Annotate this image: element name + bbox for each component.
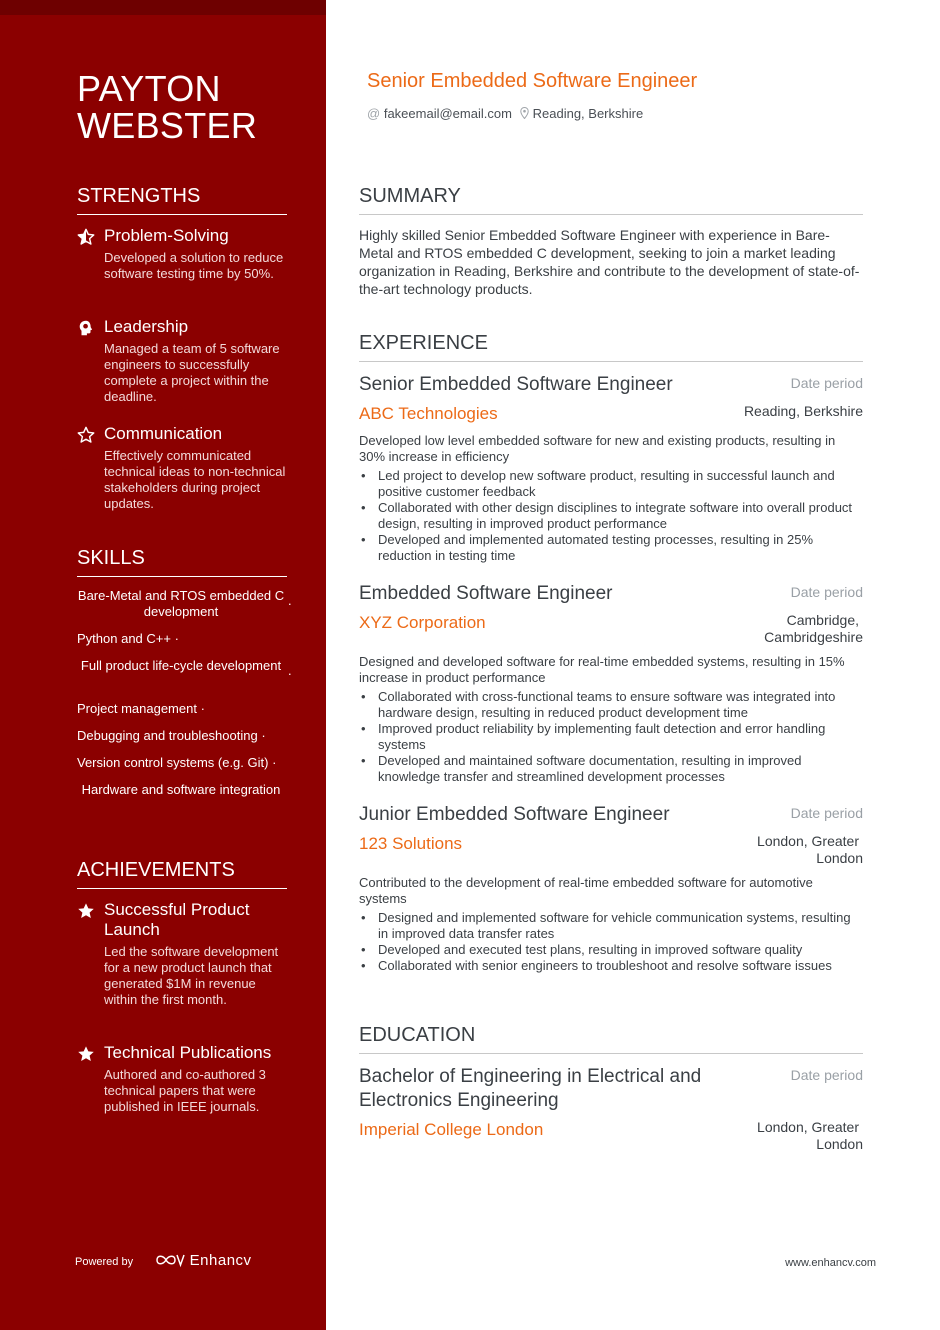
experience-date: Date period <box>790 805 863 821</box>
experience-role: Embedded Software Engineer <box>359 583 613 604</box>
list-item: • Collaborated with senior engineers to troubleshoot and resolve software issues <box>359 958 863 974</box>
footer-url[interactable]: www.enhancv.com <box>785 1257 876 1269</box>
list-item: • Developed and executed test plans, resulting in improved software quality <box>359 942 863 958</box>
contact-email[interactable] <box>367 106 512 121</box>
summary-text: Highly skilled Senior Embedded Software Engineer with experience in Bare-Metal and RTOS embedded C development, seeking to join a market leading organization in Reading, Berkshire and contribute to the development of state-of-the-art technology products. <box>359 227 860 297</box>
location-line: London, Greater <box>757 1119 859 1135</box>
strength-desc: Developed a solution to reduce software testing time by 50%. <box>104 250 284 281</box>
list-item: • Improved product reliability by implementing fault detection and error handling systems <box>359 721 863 753</box>
education-location <box>757 1119 863 1153</box>
location-line: Cambridgeshire <box>764 629 863 645</box>
footer-logo-text: Enhancv <box>189 1252 252 1269</box>
skill-item: Version control systems (e.g. Git) · <box>77 755 277 770</box>
location-line: London <box>816 1136 863 1152</box>
candidate-name <box>77 70 257 144</box>
location-pin-icon <box>520 107 529 119</box>
experience-date: Date period <box>790 375 863 391</box>
experience-bullets <box>359 910 863 974</box>
experience-role: Senior Embedded Software Engineer <box>359 374 673 395</box>
skill-item: Python and C++ · <box>77 631 179 646</box>
location-line: Cambridge, <box>786 612 859 628</box>
strength-desc: Managed a team of 5 software engineers to successfully complete a project within the deadline. <box>104 341 280 404</box>
achievement-title: Successful Product Launch <box>104 900 250 939</box>
education-school: Imperial College London <box>359 1120 544 1139</box>
education-heading: EDUCATION <box>359 1024 863 1054</box>
location-line: London <box>816 850 863 866</box>
head-icon <box>77 319 95 337</box>
experience-desc: Developed low level embedded software for new and existing products, resulting in 30% increase in efficiency <box>359 433 836 464</box>
achievement-desc: Authored and co-authored 3 technical papers that were published in IEEE journals. <box>104 1067 266 1114</box>
skill-label: Python and C++ <box>77 631 171 646</box>
experience-company: ABC Technologies <box>359 404 498 423</box>
sidebar-top-band <box>0 0 326 15</box>
achievement-title: Technical Publications <box>104 1043 272 1062</box>
degree-line: Electronics Engineering <box>359 1090 559 1111</box>
job-title: Senior Embedded Software Engineer <box>367 70 698 92</box>
achievements-heading: ACHIEVEMENTS <box>77 859 287 889</box>
strength-title: Problem-Solving <box>104 226 229 245</box>
skill-item: Full product life-cycle development · <box>80 658 292 681</box>
list-item: • Led project to develop new software product, resulting in successful launch and positive customer feedback <box>359 468 863 500</box>
experience-desc: Contributed to the development of real-time embedded software for automotive systems <box>359 875 813 906</box>
star-icon <box>77 902 95 920</box>
education-degree <box>359 1065 701 1113</box>
list-item: • Designed and implemented software for vehicle communication systems, resulting in improved data transfer rates <box>359 910 863 942</box>
summary-heading: SUMMARY <box>359 185 863 215</box>
degree-line: Bachelor of Engineering in Electrical and <box>359 1066 702 1087</box>
strength-title: Leadership <box>104 317 189 336</box>
contact-location <box>520 106 643 121</box>
footer-logo[interactable] <box>155 1252 252 1269</box>
experience-bullets <box>359 689 863 785</box>
name-first: PAYTON <box>77 68 221 109</box>
experience-desc: Designed and developed software for real-time embedded systems, resulting in 15% increase in product performance <box>359 654 845 685</box>
skill-label: Project management <box>77 701 197 716</box>
skill-label: Full product life-cycle development <box>80 658 282 673</box>
skills-heading: SKILLS <box>77 547 287 577</box>
enhancv-logo-icon <box>155 1252 185 1268</box>
footer-powered: Powered by <box>75 1256 134 1268</box>
experience-role: Junior Embedded Software Engineer <box>359 804 670 825</box>
skill-label: Bare-Metal and RTOS embedded C development <box>77 588 285 619</box>
list-item: • Collaborated with cross-functional teams to ensure software was integrated into hardware design, resulting in reduced product development time <box>359 689 863 721</box>
location-text: Reading, Berkshire <box>532 106 644 121</box>
experience-location <box>757 833 863 867</box>
star-icon <box>77 1045 95 1063</box>
skill-item: Bare-Metal and RTOS embedded C development · <box>77 588 292 619</box>
experience-bullets <box>359 468 863 564</box>
experience-company: 123 Solutions <box>359 834 463 853</box>
education-date: Date period <box>790 1067 863 1083</box>
experience-location: Reading, Berkshire <box>743 403 863 419</box>
skill-item: Debugging and troubleshooting · <box>77 728 266 743</box>
skill-item <box>77 782 285 798</box>
star-half-icon <box>77 228 95 246</box>
skill-label: Version control systems (e.g. Git) <box>77 755 269 770</box>
at-icon: @ <box>367 106 381 121</box>
skill-item: Project management · <box>77 701 205 716</box>
achievement-desc: Led the software development for a new product launch that generated $1M in revenue within the first month. <box>104 944 279 1007</box>
strength-title: Communication <box>104 424 223 443</box>
location-line: London, Greater <box>757 833 859 849</box>
skill-label: Debugging and troubleshooting <box>77 728 258 743</box>
name-last: WEBSTER <box>77 105 258 146</box>
email-text: fakeemail@email.com <box>383 106 512 121</box>
experience-date: Date period <box>790 584 863 600</box>
strength-desc: Effectively communicated technical ideas to non-technical stakeholders during project updates. <box>104 448 286 511</box>
skill-label: Hardware and software integration <box>81 782 281 797</box>
strengths-heading: STRENGTHS <box>77 185 287 215</box>
sidebar <box>0 0 326 1330</box>
experience-company: XYZ Corporation <box>359 613 486 632</box>
list-item: • Developed and implemented automated testing processes, resulting in 25% reduction in testing time <box>359 532 863 564</box>
list-item: • Collaborated with other design disciplines to integrate software into overall product design, resulting in improved product performance <box>359 500 863 532</box>
star-outline-icon <box>77 426 95 444</box>
experience-location <box>764 612 863 646</box>
experience-heading: EXPERIENCE <box>359 332 863 362</box>
list-item: • Developed and maintained software documentation, resulting in improved knowledge transfer and streamlined development processes <box>359 753 863 785</box>
